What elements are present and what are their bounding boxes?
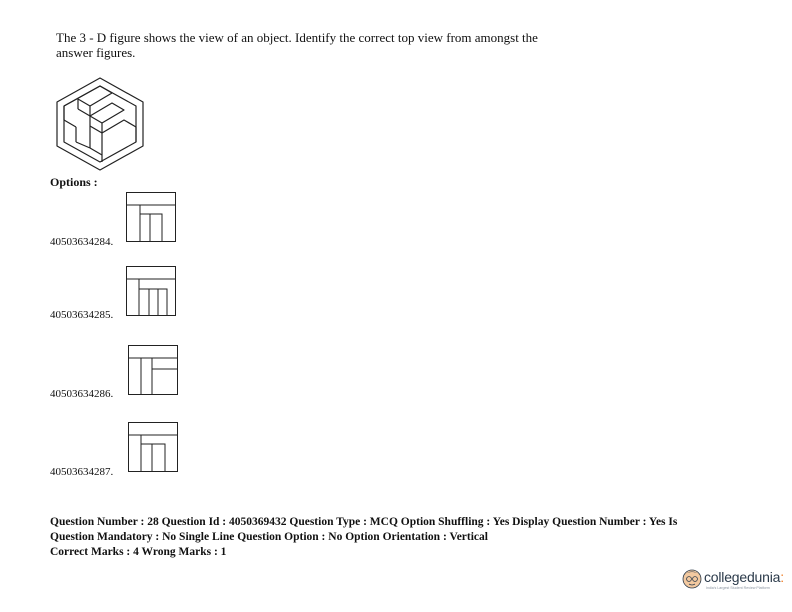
collegedunia-mascot-icon [680, 566, 704, 592]
options-label: Options : [50, 175, 98, 189]
option-4-figure[interactable] [128, 422, 178, 472]
logo-dot: : [780, 569, 784, 585]
option-1-figure[interactable] [126, 192, 176, 242]
question-metadata [50, 515, 750, 560]
logo-name: collegedunia [704, 569, 781, 585]
question-text [56, 30, 596, 60]
option-4-id[interactable]: 40503634287. [50, 466, 114, 478]
question-line-2: answer figures. [56, 45, 136, 60]
metadata-line-3: Correct Marks : 4 Wrong Marks : 1 [50, 546, 227, 558]
question-line-1: The 3 - D figure shows the view of an object. Identify the correct top view from amongst the [56, 30, 538, 45]
metadata-line-1: Question Number : 28 Question Id : 4050369432 Question Type : MCQ Option Shuffling : Yes Display Question Number : Yes Is [50, 516, 678, 528]
option-1-id[interactable]: 40503634284. [50, 236, 114, 248]
3d-object-figure [54, 76, 146, 172]
option-2-id[interactable]: 40503634285. [50, 309, 114, 321]
option-3-id[interactable]: 40503634286. [50, 388, 114, 400]
option-3-figure[interactable] [128, 345, 178, 395]
option-2-figure[interactable] [126, 266, 176, 316]
logo-tagline: India's Largest Student Review Platform [706, 586, 770, 590]
metadata-line-2: Question Mandatory : No Single Line Question Option : No Option Orientation : Vertical [50, 531, 488, 543]
collegedunia-logo [704, 569, 784, 585]
